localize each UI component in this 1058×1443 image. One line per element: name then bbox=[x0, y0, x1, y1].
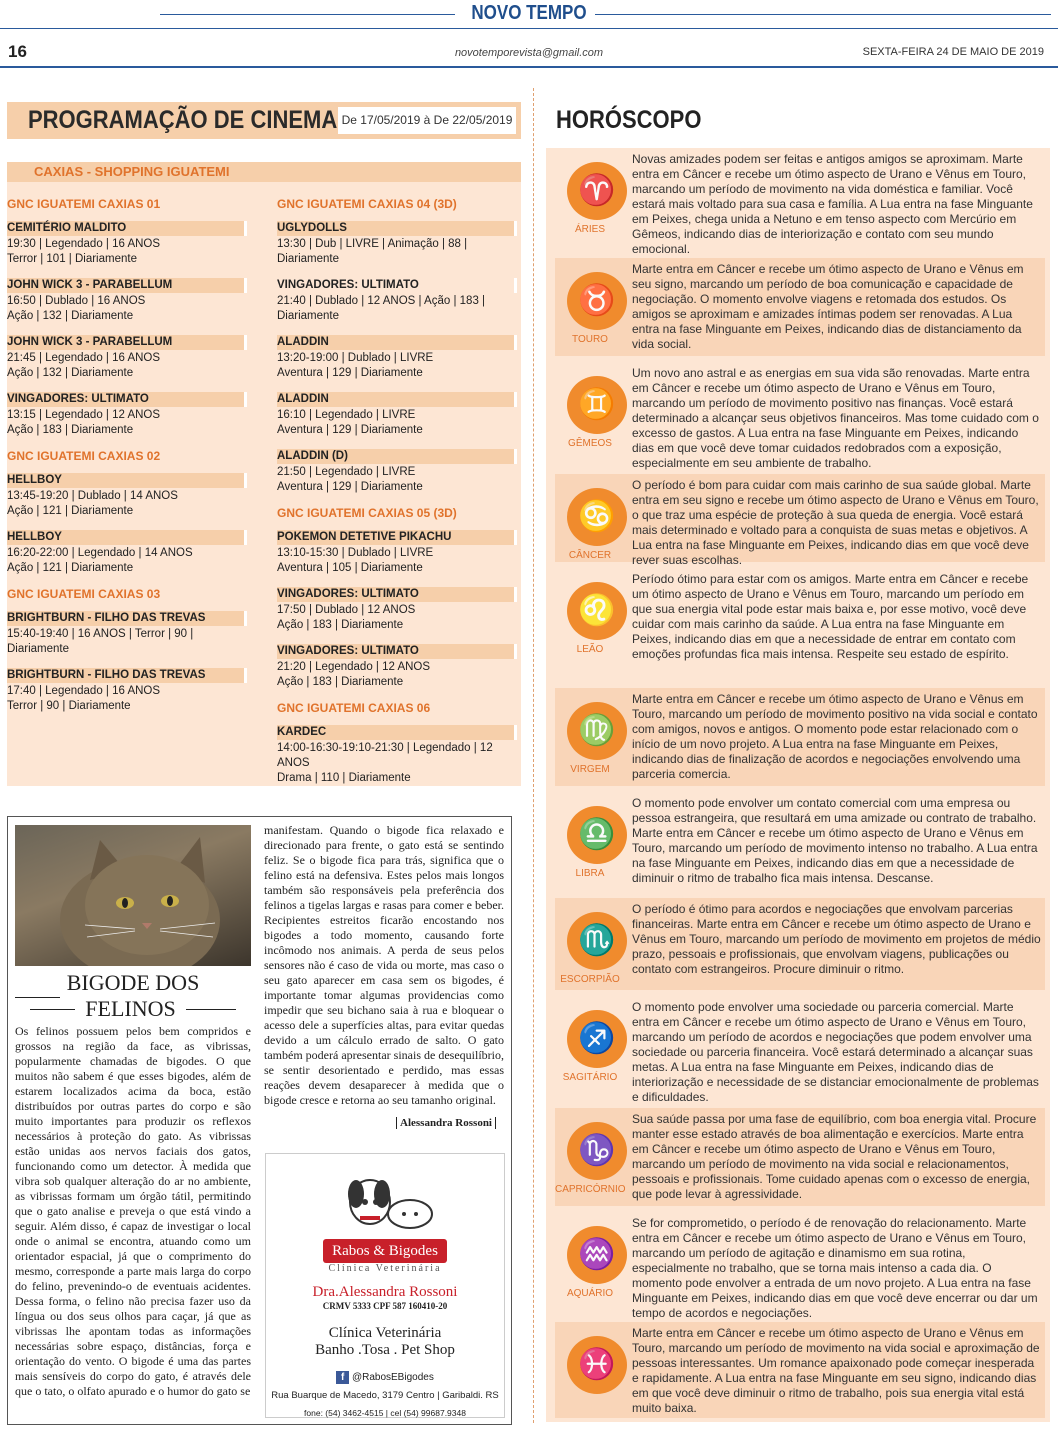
movie-title: HELLBOY bbox=[7, 473, 247, 488]
zodiac-icon bbox=[567, 806, 627, 864]
ad-fb-handle: @RabosEBigodes bbox=[351, 1372, 434, 1384]
movie-info: Terror | 101 | Diariamente bbox=[7, 253, 137, 265]
movie-entry bbox=[277, 221, 517, 267]
movie-info: Ação | 121 | Diariamente bbox=[7, 505, 134, 517]
movie-entry bbox=[277, 278, 517, 324]
vet-clinic-ad bbox=[265, 1153, 505, 1418]
horoscope-sign bbox=[555, 362, 1045, 468]
cinema-room-heading: GNC IGUATEMI CAXIAS 05 (3D) bbox=[277, 506, 457, 520]
zodiac-icon bbox=[567, 1336, 627, 1394]
zodiac-glyph: ♈ bbox=[578, 174, 616, 207]
article-title-line2: FELINOS bbox=[85, 996, 176, 1021]
zodiac-icon bbox=[567, 376, 627, 434]
horoscope-sign bbox=[555, 258, 1045, 356]
header-rule-left bbox=[160, 14, 455, 15]
zodiac-icon bbox=[567, 1122, 627, 1180]
article-body-left: Os felinos possuem pelos bem compridos e grossos na região da face, as vibrissas, popularmente chamadas de bigodes. O que muitos não sabem é que esses bigodes, além de estarem localizados acima da boca, estão distribuídos por outras partes do corpo e são muito importantes para produzir os reflexos necessários à proteção do gato. As vibrissas estão unidas aos nervos faciais dos gatos, funcionando como um detector. À medida que vibra sob qualquer alteração do ar no ambiente, as vibrissas formam um órgão tátil, permitindo que o gato analise e preveja o que está vindo a seguir. Além disso, é capaz de investigar o local onde o animal se encontra, atuando como um orientador espacial, já que o comprimento do mesmo, corresponde a parte mais larga do corpo do felino, prevenindo-o de eventuais acidentes. Dessa forma, o felino não precisa fazer uso da língua ou dos seus olhos para caçar, já que as vibrissas lhe apontam todas as informações necessárias sobre espaço, distâncias, força e orientação do vento. O bigode é uma das partes mais sensíveis do corpo do gato, é através dele que o tato, o olfato apurado e o humor do gato se bbox=[15, 1024, 251, 1398]
movie-entry bbox=[277, 644, 517, 690]
ad-brand-sub: Clínica Veterinária bbox=[328, 1263, 442, 1274]
movie-info: Aventura | 129 | Diariamente bbox=[277, 424, 423, 436]
movie-entry bbox=[7, 530, 247, 576]
sign-name: AQUÁRIO bbox=[566, 1288, 614, 1299]
movie-info: 13:20-19:00 | Dublado | LIVRE bbox=[277, 352, 434, 364]
movie-info: Ação | 183 | Diariamente bbox=[7, 424, 134, 436]
cinema-title: PROGRAMAÇÃO DE CINEMA bbox=[28, 106, 338, 134]
header-rule-right bbox=[595, 14, 1051, 15]
zodiac-glyph: ♓ bbox=[578, 1348, 616, 1381]
movie-title: VINGADORES: ULTIMATO bbox=[277, 278, 517, 293]
column-divider bbox=[533, 88, 534, 1423]
ad-phone: fone: (54) 3462-4515 | cel (54) 99687.9348 bbox=[304, 1408, 466, 1418]
movie-title: VINGADORES: ULTIMATO bbox=[277, 644, 517, 659]
horoscope-sign bbox=[555, 1108, 1045, 1206]
cinema-dates: De 17/05/2019 à De 22/05/2019 bbox=[338, 107, 516, 134]
movie-title: VINGADORES: ULTIMATO bbox=[277, 587, 517, 602]
zodiac-glyph: ♍ bbox=[578, 714, 616, 747]
ad-facebook bbox=[266, 1371, 504, 1384]
article-body-right: manifestam. Quando o bigode fica relaxado e direcionado para frente, o gato está se sentindo feliz. Se o bigode fica para trás, significa que o felino está na defensiva. Estes pelos mais longos também são responsáveis pela preferência dos felinos a tigelas largas e rasas para comer e beber. Recipientes estreitos ficarão encostando nos bigodes a todo momento, causando forte incômodo nos animais. A perda de seus pelos sensores não é caso de vida ou morte, mas caso o seu gato aparecer em casa sem os bigodes, é importante tomar algumas providencias como impedir que seu bichano saia à rua e bloquear o acesso dele a superfícies altas, para evitar quedas devido a um cálculo errado de salto. O gato também poderá apresentar sinais de desequilíbrio, se sentir desorientado e perdido, mas essas reações devem desaparecer à medida que o bigode cresce e retorna ao seu tamanho original. bbox=[264, 823, 504, 1107]
sign-name: CAPRICÓRNIO bbox=[555, 1184, 626, 1195]
movie-title: POKEMON DETETIVE PIKACHU bbox=[277, 530, 517, 545]
zodiac-icon bbox=[567, 488, 627, 546]
movie-title: KARDEC bbox=[277, 725, 517, 740]
cat-photo bbox=[15, 825, 251, 966]
cinema-room-heading: GNC IGUATEMI CAXIAS 04 (3D) bbox=[277, 197, 457, 211]
title-rule-left bbox=[30, 1009, 75, 1010]
movie-entry bbox=[7, 611, 247, 657]
sign-name: LIBRA bbox=[575, 868, 605, 879]
movie-title: ALADDIN (D) bbox=[277, 449, 517, 464]
sign-name: GÊMEOS bbox=[568, 438, 612, 449]
cinema-room-heading: GNC IGUATEMI CAXIAS 06 bbox=[277, 701, 431, 715]
article-title-line1: BIGODE DOS bbox=[66, 970, 200, 995]
sign-name: LEÃO bbox=[576, 644, 604, 655]
sign-text: Novas amizades podem ser feitas e antigos amigos se aproximam. Marte entra em Câncer e recebe um ótimo aspecto de Urano e Vênus em Touro, marcando um período de movimento na vida doméstica e familiar. Você estará mais voltado para sua casa e família. A Lua entra na fase Minguante em Peixes, chega unida a Netuno e em tenso aspecto com Mercúrio em Gêmeos, indicando dias de interiorização e contato com seu mundo emocional. bbox=[632, 152, 1033, 256]
zodiac-icon bbox=[567, 912, 627, 970]
movie-info: 17:50 | Dublado | 12 ANOS bbox=[277, 604, 416, 616]
sign-text: O período é bom para cuidar com mais carinho de sua saúde global. Marte entra em seu signo e recebe um ótimo aspecto de Urano e Vênus em Touro, o que traz uma espécie de proteção à sua queda de energia. Você estará mais determinado e voltado para a conquista de suas metas e objetivos. A Lua entra na fase Minguante em Peixes, indicando dias em que você deve rever suas escolhas. bbox=[632, 478, 1039, 567]
sign-name: VIRGEM bbox=[570, 764, 610, 775]
sign-text: Período ótimo para estar com os amigos. Marte entra em Câncer e recebe um ótimo aspecto de Urano e Vênus em Touro, marcando um período em que sua energia vital pode estar mais baixa e, por esse motivo, você deve cuidar com mais carinho da saúde. A Lua entra na fase Minguante em Peixes, indicando dias em que a necessidade de entrar em contato com emoções profundas fica mais intensa. Respeite seu estado de espírito. bbox=[632, 572, 1029, 661]
movie-info: 13:45-19:20 | Dublado | 14 ANOS bbox=[7, 490, 178, 502]
cat-illustration bbox=[15, 825, 251, 966]
horoscope-sign bbox=[555, 148, 1045, 256]
horoscope-sign bbox=[555, 996, 1045, 1102]
movie-entry bbox=[7, 335, 247, 381]
sign-text: Um novo ano astral e as energias em sua vida são renovadas. Marte entra em Câncer e recebe um ótimo aspecto de Urano e Vênus em Touro, marcando um período de movimento positivo nas finanças. Você estará determinado a alcançar seus objetivos financeiros. Mas tome cuidado com o excesso de gastos. A Lua entra na fase Minguante em Peixes, indicando dias em que você deve tomar cuidados redobrados com a exposição, especialmente em seu ambiente de trabalho. bbox=[632, 366, 1039, 470]
movie-entry bbox=[277, 530, 517, 576]
horoscope-sign bbox=[555, 792, 1045, 892]
zodiac-glyph: ♒ bbox=[578, 1238, 616, 1271]
movie-info: 16:10 | Legendado | LIVRE bbox=[277, 409, 416, 421]
movie-entry bbox=[277, 587, 517, 633]
zodiac-glyph: ♐ bbox=[578, 1022, 616, 1055]
cinema-column-2 bbox=[277, 188, 517, 797]
movie-title: JOHN WICK 3 - PARABELLUM bbox=[7, 335, 247, 350]
cinema-room-heading: GNC IGUATEMI CAXIAS 02 bbox=[7, 449, 161, 463]
ad-crmv: CRMV 5333 CPF 587 160410-20 bbox=[322, 1301, 448, 1311]
sign-text: O momento pode envolver uma sociedade ou parceria comercial. Marte entra em Câncer e recebe um ótimo aspecto de Urano e Vênus em Touro, marcando um período de acordos e negociações que podem envolver uma sociedade ou parceria financeira. Você estará determinado a alcançar suas metas. A Lua entra na fase Minguante em Peixes, indicando dias de interiorização e necessidade de se distanciar emocionalmente de problemas e dificuldades. bbox=[632, 1000, 1039, 1104]
sign-text: O momento pode envolver um contato comercial com uma empresa ou pessoa estrangeira, que resultará em uma amizade ou contrato de trabalho. Marte entra em Câncer e recebe um ótimo aspecto de Urano e Vênus em Touro, marcando um período de movimento intenso no trabalho. A Lua entra na fase Minguante em Peixes, indicando dias em que a necessidade de diminuir o ritmo de trabalho fica mais intensa. Descanse. bbox=[632, 796, 1038, 885]
cinema-room-heading: GNC IGUATEMI CAXIAS 03 bbox=[7, 587, 161, 601]
movie-title: BRIGHTBURN - FILHO DAS TREVAS bbox=[7, 611, 247, 626]
horoscope-sign bbox=[555, 688, 1045, 786]
movie-entry bbox=[277, 725, 517, 786]
movie-info: Ação | 132 | Diariamente bbox=[7, 367, 134, 379]
sign-text: Se for comprometido, o período é de renovação do relacionamento. Marte entra em Câncer e recebe um ótimo aspecto de Urano e Vênus em Touro, marcando um período de agitação e dinamismo em sua rotina, especialmente no trabalho, que se torna mais intenso a cada dia. O momento pode envolver a entrada de um novo projeto. A Lua entra na fase Minguante em Peixes, indicando dias em que você deve encerrar ou dar um tempo de acordos e negociações. bbox=[632, 1216, 1038, 1320]
movie-info: Ação | 121 | Diariamente bbox=[7, 562, 134, 574]
cinema-location bbox=[7, 162, 521, 182]
sign-text: Marte entra em Câncer e recebe um ótimo aspecto de Urano e Vênus em seu signo, marcando um período de boa comunicação e capacidade de negociação. O momento envolve viagens e retomada dos estudos. Os amigos se aproximam e amizades íntimas podem ser renovadas. A Lua entra na fase Minguante em Peixes, indicando dias de distanciamento da vida social. bbox=[632, 262, 1024, 351]
zodiac-icon bbox=[567, 582, 627, 640]
sign-name: SAGITÁRIO bbox=[562, 1072, 618, 1083]
movie-entry bbox=[7, 278, 247, 324]
zodiac-glyph: ♏ bbox=[578, 924, 616, 957]
zodiac-glyph: ♎ bbox=[578, 818, 616, 851]
movie-title: CEMITÉRIO MALDITO bbox=[7, 221, 247, 236]
cinema-column-1 bbox=[7, 188, 247, 725]
title-rule-right bbox=[186, 1009, 236, 1010]
newspaper-title: NOVO TEMPO bbox=[471, 2, 587, 24]
movie-info: Aventura | 129 | Diariamente bbox=[277, 481, 423, 493]
article-author: Alessandra Rossoni bbox=[396, 1117, 496, 1129]
zodiac-icon bbox=[567, 702, 627, 760]
movie-title: HELLBOY bbox=[7, 530, 247, 545]
movie-title: ALADDIN bbox=[277, 392, 517, 407]
zodiac-glyph: ♑ bbox=[578, 1134, 616, 1167]
sign-name: ESCORPIÃO bbox=[560, 974, 620, 985]
page-number: 16 bbox=[8, 42, 27, 61]
movie-info: Aventura | 105 | Diariamente bbox=[277, 562, 423, 574]
header-bottom-rule bbox=[0, 66, 1058, 68]
movie-info: Aventura | 129 | Diariamente bbox=[277, 367, 423, 379]
header-rule bbox=[0, 28, 1058, 29]
movie-info: 13:15 | Legendado | 12 ANOS bbox=[7, 409, 161, 421]
movie-info: 14:00-16:30-19:10-21:30 | Legendado | 12 ANOS bbox=[277, 742, 493, 769]
movie-info: 13:10-15:30 | Dublado | LIVRE bbox=[277, 547, 434, 559]
title-rule-top bbox=[15, 997, 60, 998]
movie-info: 21:45 | Legendado | 16 ANOS bbox=[7, 352, 161, 364]
movie-info: 16:50 | Dublado | 16 ANOS bbox=[7, 295, 146, 307]
article-title bbox=[15, 970, 251, 1022]
movie-info: Drama | 110 | Diariamente bbox=[277, 772, 411, 784]
sign-text: O período é ótimo para acordos e negociações que envolvam parcerias financeiras. Marte entra em Câncer e recebe um ótimo aspecto de Urano e Vênus em Touro, marcando um período de movimento em projetos de médio prazo, pessoais e profissionais, que envolvam viagens, publicações ou contato com estrangeiros. Procure diminuir o ritmo. bbox=[632, 902, 1041, 976]
header-email: novotemporevista@gmail.com bbox=[454, 47, 604, 59]
movie-title: UGLYDOLLS bbox=[277, 221, 517, 236]
horoscope-sign bbox=[555, 1322, 1045, 1418]
sign-text: Marte entra em Câncer e recebe um ótimo aspecto de Urano e Vênus em Touro, marcando um período de movimento na vida social e aproximação de pessoas interessantes. Um romance apaixonado pode começar inesperada e rapidamente. A Lua entra na fase Minguante em seu signo, indicando dias em que você deve diminuir o ritmo de trabalho, pois sua energia vital está muito baixa. bbox=[632, 1326, 1040, 1415]
movie-title: ALADDIN bbox=[277, 335, 517, 350]
horoscope-sign bbox=[555, 1212, 1045, 1320]
movie-info: Ação | 183 | Diariamente bbox=[277, 676, 404, 688]
movie-entry bbox=[277, 392, 517, 438]
ad-brand: Rabos & Bigodes bbox=[323, 1239, 447, 1263]
movie-title: BRIGHTBURN - FILHO DAS TREVAS bbox=[7, 668, 247, 683]
movie-info: Ação | 132 | Diariamente bbox=[7, 310, 134, 322]
movie-info: 13:30 | Dub | LIVRE | Animação | 88 | Diariamente bbox=[277, 238, 468, 265]
header-date: SEXTA-FEIRA 24 DE MAIO DE 2019 bbox=[862, 46, 1044, 58]
horoscope-sign bbox=[555, 568, 1045, 682]
movie-info: Ação | 183 | Diariamente bbox=[277, 619, 404, 631]
zodiac-icon bbox=[567, 272, 627, 330]
movie-info: 17:40 | Legendado | 16 ANOS bbox=[7, 685, 161, 697]
movie-title: VINGADORES: ULTIMATO bbox=[7, 392, 247, 407]
horoscope-sign bbox=[555, 898, 1045, 990]
movie-entry bbox=[7, 668, 247, 714]
horoscope-sign bbox=[555, 474, 1045, 567]
zodiac-glyph: ♉ bbox=[578, 284, 616, 317]
dog-cat-logo-icon bbox=[330, 1172, 440, 1232]
movie-entry bbox=[7, 473, 247, 519]
sign-text: Marte entra em Câncer e recebe um ótimo aspecto de Urano e Vênus em Touro, marcando um período de movimento positivo na vida social e contato com amigos, novos e antigos. O momento pode estar relacionado com o início de um novo projeto. A Lua entra na fase Minguante em Peixes, indicando dias de finalização de acordos e negociações envolvendo uma parceria comercia. bbox=[632, 692, 1038, 781]
movie-info: 19:30 | Legendado | 16 ANOS bbox=[7, 238, 161, 250]
ad-line1: Clínica Veterinária bbox=[328, 1325, 442, 1341]
sign-name: ÁRIES bbox=[574, 224, 605, 235]
horoscope-title: HORÓSCOPO bbox=[556, 106, 702, 134]
movie-info: 15:40-19:40 | 16 ANOS | Terror | 90 | Diariamente bbox=[7, 628, 194, 655]
movie-info: 21:20 | Legendado | 12 ANOS bbox=[277, 661, 431, 673]
movie-entry bbox=[7, 392, 247, 438]
movie-info: Terror | 90 | Diariamente bbox=[7, 700, 131, 712]
movie-entry bbox=[277, 335, 517, 381]
sign-name: TOURO bbox=[572, 334, 608, 345]
ad-doctor: Dra.Alessandra Rossoni bbox=[312, 1284, 458, 1300]
ad-address: Rua Buarque de Macedo, 3179 Centro | Garibaldi. RS bbox=[271, 1390, 499, 1401]
zodiac-icon bbox=[567, 162, 627, 220]
movie-info: 16:20-22:00 | Legendado | 14 ANOS bbox=[7, 547, 193, 559]
zodiac-icon bbox=[567, 1010, 627, 1068]
movie-title: JOHN WICK 3 - PARABELLUM bbox=[7, 278, 247, 293]
sign-text: Sua saúde passa por uma fase de equilíbrio, com boa energia vital. Procure manter esse estado através de boa alimentação e exercícios. Marte entra em Câncer e recebe um ótimo aspecto de Urano e Vênus em Touro, marcando um período de movimento na vida social e relacionamentos, pessoais e profissionais. Tome cuidado apenas com o excesso de energia, que pode levar à agressividade. bbox=[632, 1112, 1037, 1201]
cinema-room-heading: GNC IGUATEMI CAXIAS 01 bbox=[7, 197, 161, 211]
zodiac-glyph: ♌ bbox=[578, 594, 616, 627]
zodiac-glyph: ♋ bbox=[578, 500, 616, 533]
movie-entry bbox=[7, 221, 247, 267]
cinema-location-label: CAXIAS - SHOPPING IGUATEMI bbox=[34, 164, 230, 179]
movie-entry bbox=[277, 449, 517, 495]
sign-name: CÂNCER bbox=[568, 550, 612, 561]
facebook-icon: f bbox=[336, 1371, 349, 1384]
zodiac-icon bbox=[567, 1226, 627, 1284]
movie-info: 21:50 | Legendado | LIVRE bbox=[277, 466, 416, 478]
movie-info: 21:40 | Dublado | 12 ANOS | Ação | 183 | Diariamente bbox=[277, 295, 486, 322]
ad-line2: Banho .Tosa . Pet Shop bbox=[315, 1342, 455, 1358]
zodiac-glyph: ♊ bbox=[578, 388, 616, 421]
